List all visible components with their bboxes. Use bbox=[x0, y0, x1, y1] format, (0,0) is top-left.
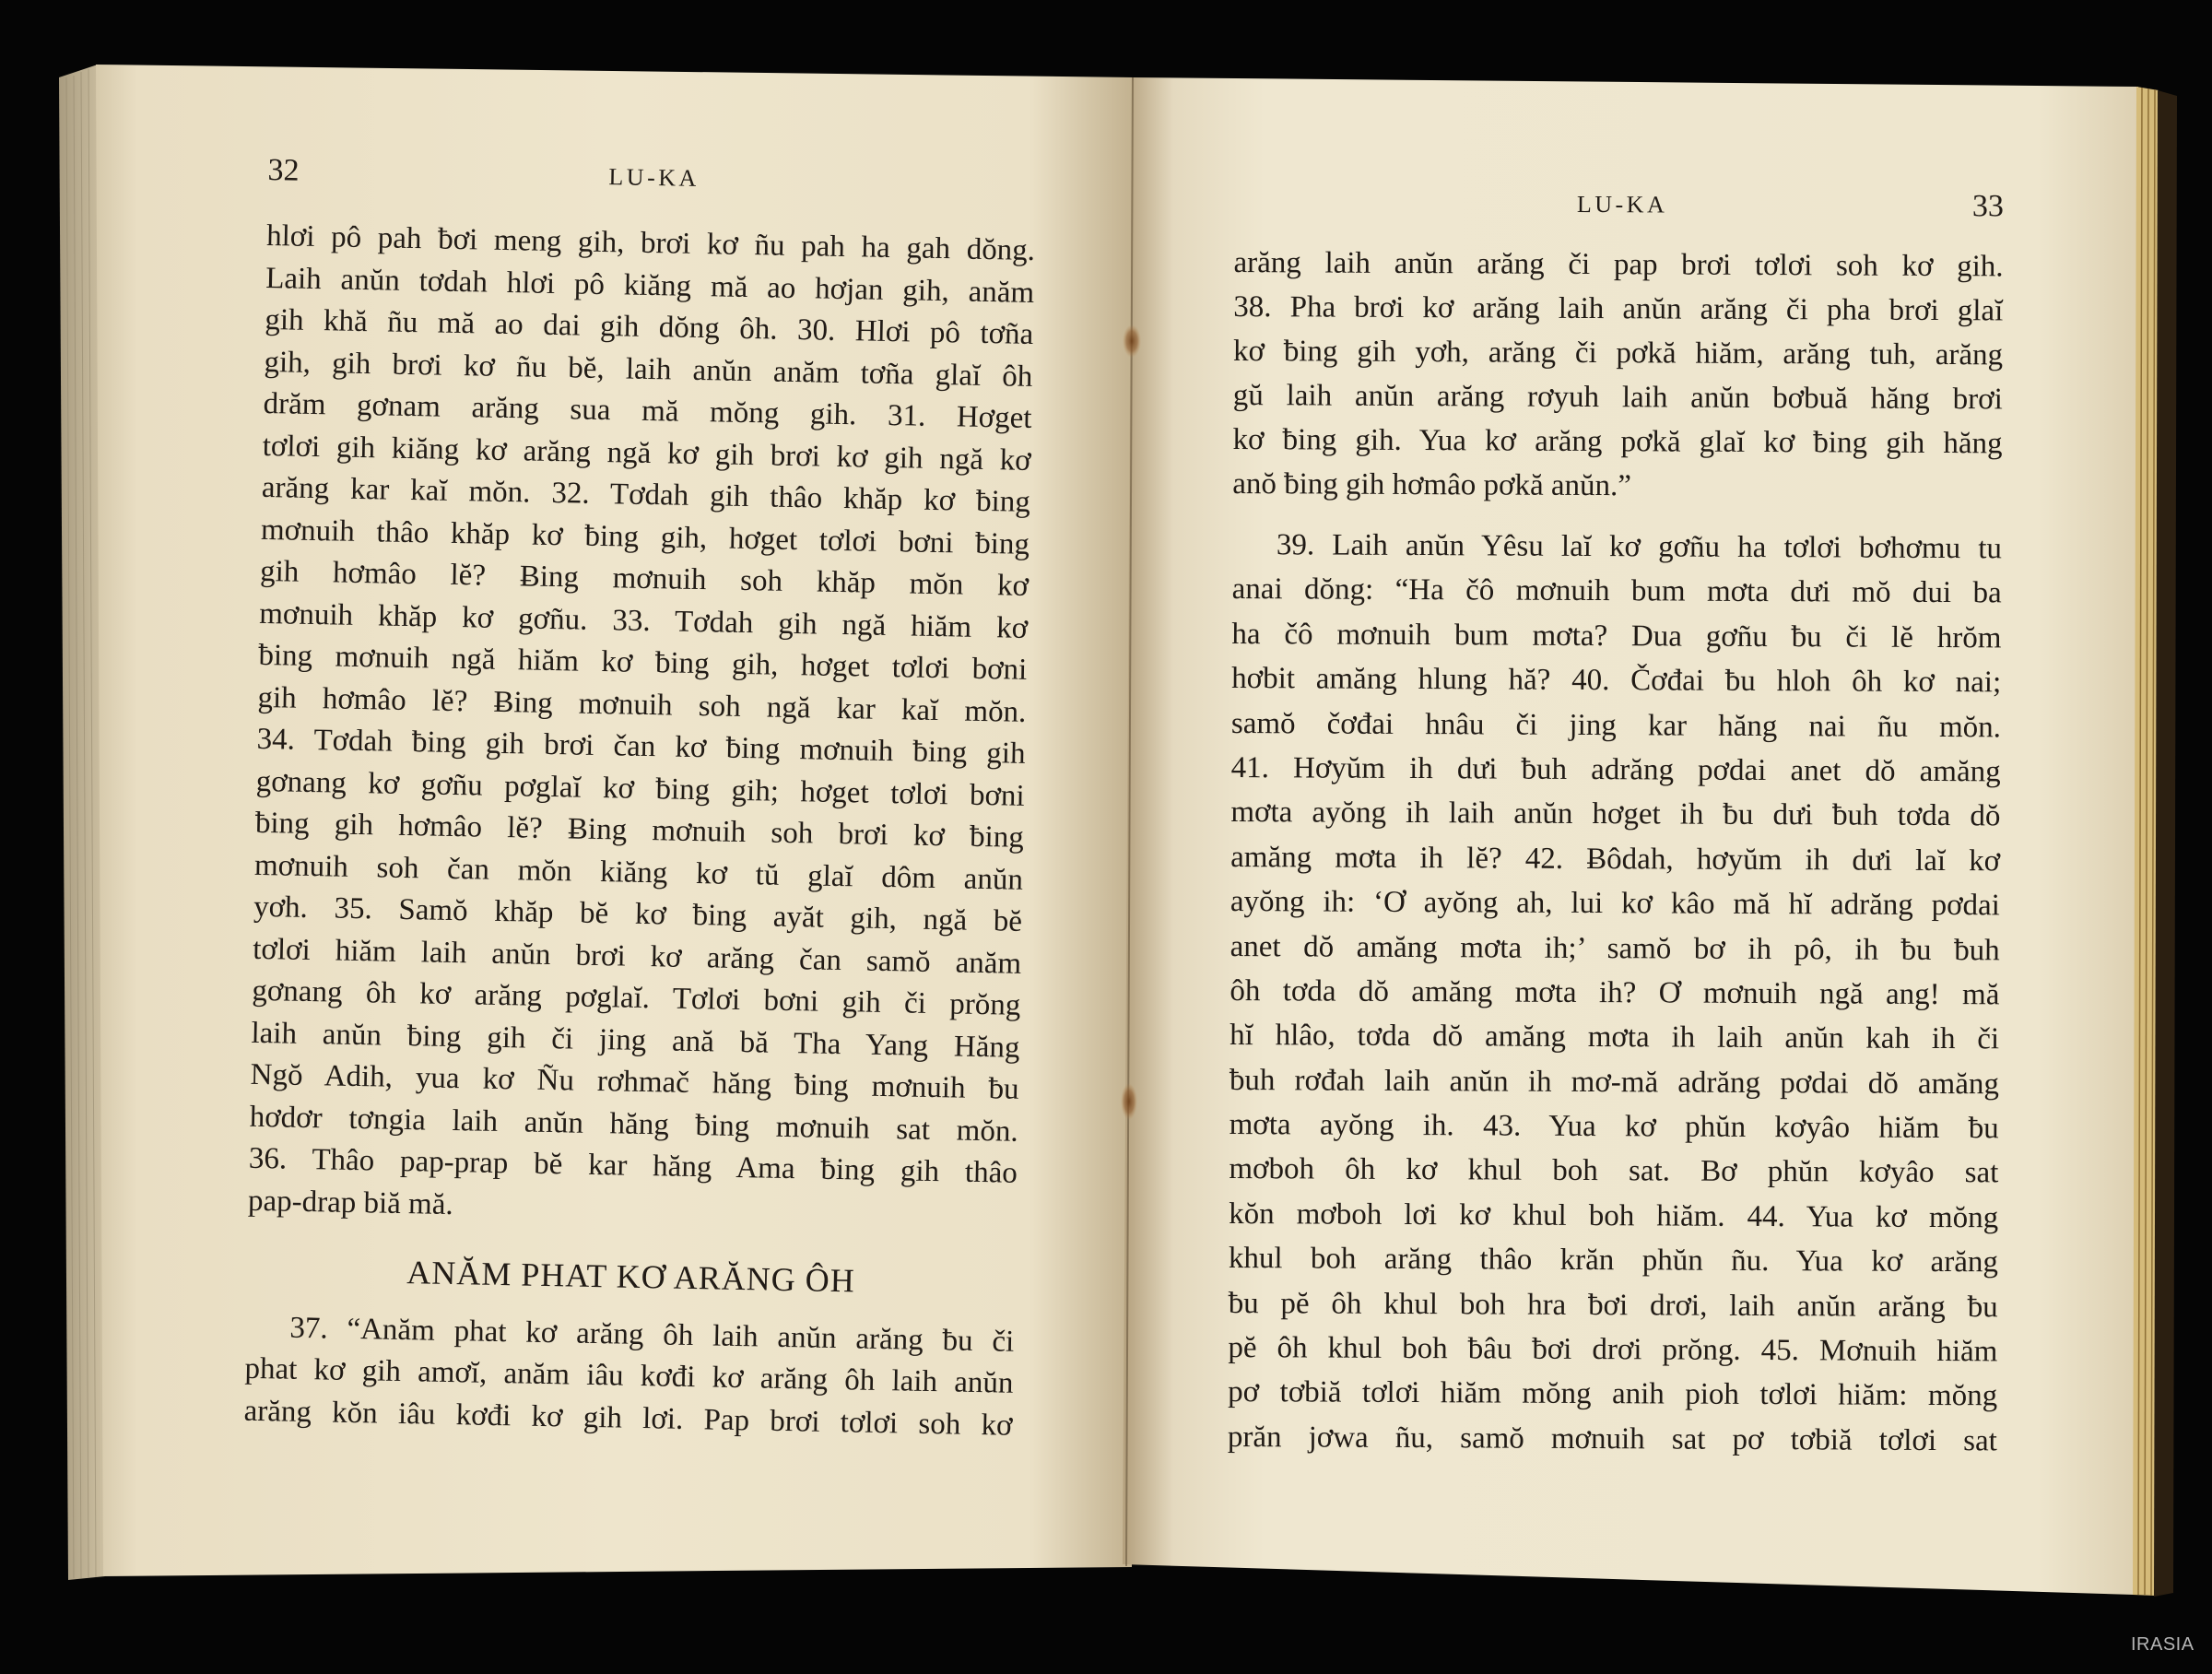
text-line: ƀing gih hơmâo lĕ? Ƀing mơnuih soh brơi kơ ƀing bbox=[254, 806, 1025, 855]
page-number: 32 bbox=[267, 152, 300, 188]
text-line: mơboh ôh kơ khul boh sat. Bơ phŭn kơyâo sat bbox=[1229, 1152, 1999, 1190]
text-line: 41. Hơyŭm ih dưi ƀuh adrăng pơdai anet dŏ amăng bbox=[1230, 750, 2001, 789]
text-line: laih anŭn ƀing gih či jing ană bă Tha Yang Hăng bbox=[251, 1016, 1020, 1065]
text-line: gih, gih brơi kơ ñu bĕ, laih anŭn anăm tơña glaĭ ôh bbox=[264, 345, 1033, 394]
text-line: hĭ hlâo, tơda dŏ amăng mơta ih laih anŭn kah ih či bbox=[1230, 1019, 2000, 1056]
text-line: ƀuh rơđah laih anŭn ih mơ-mă adrăng pơdai dŏ amăng bbox=[1229, 1063, 1999, 1102]
text-line: amăng mơta ih lĕ? 42. Ƀôdah, hơyŭm ih dưi laĭ kơ bbox=[1230, 840, 2001, 878]
body-paragraph bbox=[1232, 241, 2003, 510]
text-line: 38. Pha brơi kơ arăng laih anŭn arăng či pha brơi glaĭ bbox=[1233, 289, 2004, 328]
left-page-text bbox=[243, 147, 1037, 1447]
text-line: anet dŏ amăng mơta ih;’ samŏ bơ ih pô, ih ƀu ƀuh bbox=[1230, 929, 2000, 967]
text-line: gih hơmâo lĕ? Ƀing mơnuih soh ngă kar kaĭ mŏn. bbox=[257, 680, 1027, 729]
text-line: drăm gơnam arăng sua mă mŏng gih. 31. Hơget bbox=[263, 386, 1032, 435]
text-line: mơnuih thâo khăp kơ ƀing gih, hơget tơlơi bơni ƀing bbox=[260, 513, 1030, 561]
body-paragraph bbox=[248, 216, 1036, 1237]
section-heading: ANĂM PHAT KƠ ARĂNG ÔH bbox=[406, 1253, 856, 1300]
text-line: samŏ čơđai hnâu či jing kar hăng nai ñu mŏn. bbox=[1230, 706, 2002, 744]
text-line: ha čô mơnuih bum mơta? Dua gơñu ƀu či lĕ hrŏm bbox=[1231, 617, 2002, 655]
text-line: gơnang kơ gơñu pơglaĭ kơ ƀing gih; hơget tơlơi bơni bbox=[255, 764, 1025, 813]
watermark-text: IRASIA bbox=[2131, 1634, 2194, 1655]
text-line: ƀing mơnuih ngă hiăm kơ ƀing gih, hơget tơlơi bơni bbox=[258, 638, 1028, 687]
text-line: 39. Laih anŭn Yêsu laĭ kơ gơñu ha tơlơi bơhơmu tu bbox=[1276, 528, 2003, 566]
text-line: pap-drap biă mă. bbox=[247, 1184, 454, 1221]
running-head: LU-KA bbox=[608, 163, 700, 192]
text-line: pơ tơbiă tơlơi hiăm mŏng anih pioh tơlơi hiăm: mŏng bbox=[1228, 1375, 1998, 1413]
text-line: phat kơ gih amơĭ, anăm iâu kơđi kơ arăng ôh laih anŭn bbox=[244, 1352, 1014, 1401]
right-page-header bbox=[1234, 184, 2004, 244]
text-line: mơta ayŏng ih. 43. Yua kơ phŭn kơyâo hiăm ƀu bbox=[1229, 1108, 1999, 1146]
text-line: gih hơmâo lĕ? Ƀing mơnuih soh khăp mŏn kơ bbox=[259, 554, 1030, 603]
text-line: gŭ laih anŭn arăng rơyuh laih anŭn bơbuă hăng brơi bbox=[1232, 378, 2003, 417]
body-paragraph bbox=[1228, 523, 2002, 1464]
stain bbox=[1121, 1083, 1137, 1120]
text-line: tơlơi gih kiăng kơ arăng ngă kơ gih brơi kơ gih ngă kơ bbox=[262, 429, 1031, 477]
right-page-text bbox=[1228, 184, 2004, 1464]
text-line: 37. “Anăm phat kơ arăng ôh laih anŭn arăng ƀu či bbox=[289, 1311, 1015, 1359]
text-line: arăng kar kaĭ mŏn. 32. Tơdah gih thâo khăp kơ ƀing bbox=[261, 470, 1031, 519]
text-line: arăng laih anŭn arăng či pap brơi tơlơi soh kơ gih. bbox=[1233, 245, 2004, 284]
text-line: mơnuih soh čan mŏn kiăng kơ tŭ glaĭ dôm anŭn bbox=[253, 848, 1024, 897]
text-line: ƀu pĕ ôh khul boh hra ƀơi drơi, laih anŭn arăng ƀu bbox=[1228, 1286, 1998, 1324]
page-number: 33 bbox=[1971, 189, 2004, 224]
text-line: mơnuih khăp kơ gơñu. 33. Tơdah gih ngă hiăm kơ bbox=[258, 596, 1029, 645]
text-line: Laih anŭn tơdah hlơi pô kiăng mă ao hơjan gih, anăm bbox=[265, 261, 1035, 310]
text-line: arăng kŏn iâu kơđi kơ gih lơi. Pap brơi tơlơi soh kơ bbox=[243, 1394, 1013, 1443]
text-line: Ngŏ Adih, yua kơ Ñu rơhmač hăng ƀing mơnuih ƀu bbox=[250, 1057, 1019, 1106]
text-line: kơ ƀing gih yơh, arăng či pơkă hiăm, arăng tuh, arăng bbox=[1232, 334, 2004, 372]
text-line: anai dŏng: “Ha čô mơnuih bum mơta dưi mŏ dui ba bbox=[1231, 572, 2002, 610]
text-line: khul boh arăng thâo krăn phŭn ñu. Yua kơ arăng bbox=[1228, 1242, 1998, 1279]
text-line: kơ ƀing gih. Yua kơ arăng pơkă glaĭ kơ ƀing gih hăng bbox=[1232, 422, 2003, 461]
text-line: kŏn mơboh lơi kơ khul boh hiăm. 44. Yua kơ mŏng bbox=[1229, 1197, 1999, 1235]
text-line: hơbit amăng hlung hă? 40. Čơđai ƀu hloh ôh kơ nai; bbox=[1231, 662, 2002, 700]
text-line: 36. Thâo pap-prap bĕ kar hăng Ama ƀing gih thâo bbox=[248, 1141, 1018, 1190]
text-line: prăn jơwa ñu, samŏ mơnuih sat pơ tơbiă tơlơi sat bbox=[1227, 1420, 1997, 1458]
text-line: ôh tơda dŏ amăng mơta ih? Ơ mơnuih ngă ang! mă bbox=[1230, 973, 2000, 1012]
section-paragraph bbox=[243, 1307, 1014, 1447]
text-line: hơdơr tơngia laih anŭn hăng ƀing mơnuih sat mŏn. bbox=[249, 1100, 1019, 1149]
text-line: gơnang ôh kơ arăng pơglaĭ. Tơlơi bơni gih či prŏng bbox=[252, 973, 1021, 1022]
text-line: tơlơi hiăm laih anŭn brơi kơ arăng čan samŏ anăm bbox=[252, 932, 1022, 981]
text-line: ayŏng ih: ‘Ơ ayŏng ah, lui kơ kâo mă hĭ adrăng pơdai bbox=[1230, 885, 2001, 923]
text-line: mơta ayŏng ih laih anŭn hơget ih ƀu dưi ƀuh tơda dŏ bbox=[1230, 796, 2001, 833]
book-cover-edge bbox=[2154, 90, 2177, 1597]
stain bbox=[1123, 324, 1141, 358]
text-line: 34. Tơdah ƀing gih brơi čan kơ ƀing mơnuih ƀing gih bbox=[256, 722, 1026, 771]
text-line: yơh. 35. Samŏ khăp bĕ kơ ƀing ayăt gih, ngă bĕ bbox=[253, 890, 1023, 938]
text-line: gih khă ñu mă ao dai gih dŏng ôh. 30. Hlơi pô tơña bbox=[265, 302, 1034, 351]
running-head: LU-KA bbox=[1576, 190, 1668, 218]
text-line: pĕ ôh khul boh ƀâu ƀơi drơi prŏng. 45. Mơnuih hiăm bbox=[1228, 1331, 1998, 1369]
text-line: hlơi pô pah ƀơi meng gih, brơi kơ ñu pah ha gah dŏng. bbox=[265, 218, 1036, 267]
text-line: anŏ ƀing gih hơmâo pơkă anŭn.” bbox=[1232, 466, 1632, 503]
